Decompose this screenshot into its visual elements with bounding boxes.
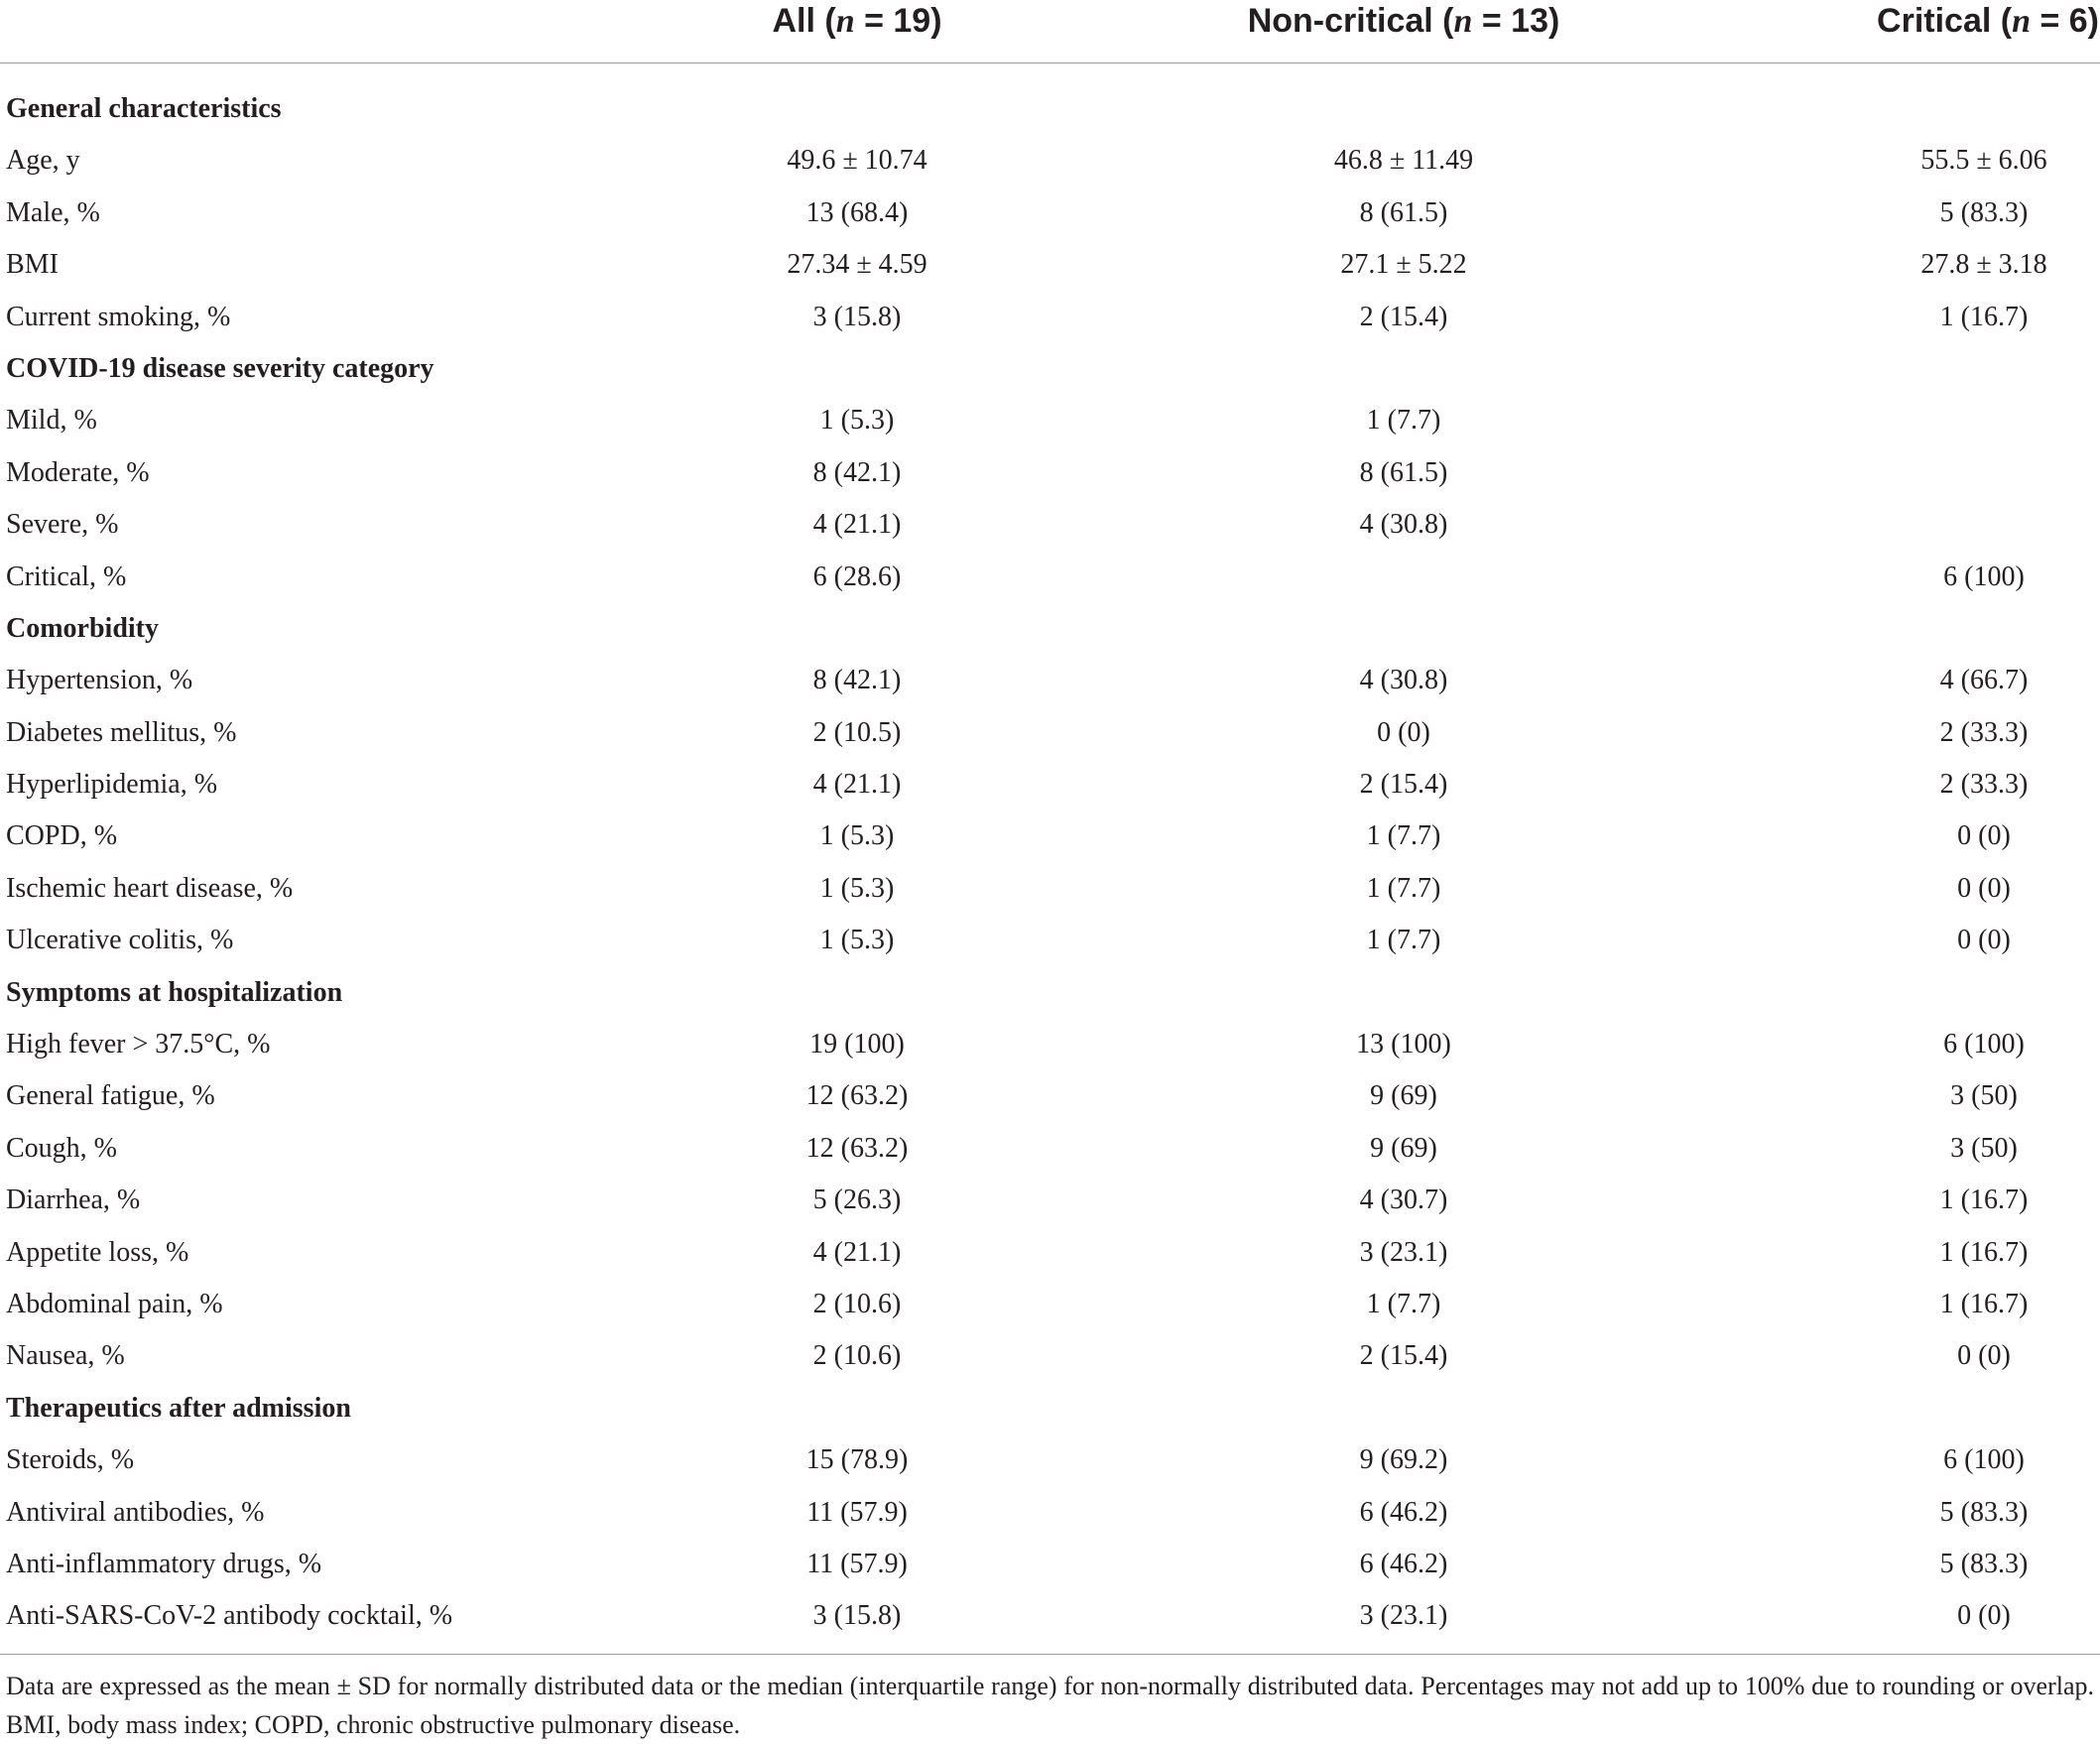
value-all: 5 (26.3) <box>812 1184 902 1216</box>
table-row <box>0 499 2100 551</box>
header-count: = 13) <box>1472 2 1560 40</box>
header-count: = 19) <box>854 2 942 40</box>
value-critical: 0 (0) <box>1957 1340 2011 1372</box>
table-row <box>0 810 2100 862</box>
table-row <box>0 135 2100 187</box>
value-critical: 1 (16.7) <box>1939 1184 2029 1216</box>
row-label: Steroids, % <box>6 1444 135 1476</box>
value-non-critical: 9 (69.2) <box>1359 1444 1448 1476</box>
value-critical: 5 (83.3) <box>1939 196 2029 228</box>
value-critical: 0 (0) <box>1957 872 2011 904</box>
value-non-critical: 1 (7.7) <box>1366 872 1441 904</box>
value-all: 11 (57.9) <box>806 1496 908 1528</box>
header-rule <box>0 62 2100 63</box>
row-label: Hypertension, % <box>6 665 193 696</box>
row-label: Appetite loss, % <box>6 1236 189 1268</box>
value-all: 15 (78.9) <box>805 1444 909 1476</box>
value-critical: 0 (0) <box>1957 925 2011 956</box>
table-row <box>0 759 2100 810</box>
value-all: 27.34 ± 4.59 <box>787 249 927 281</box>
value-all: 8 (42.1) <box>812 456 902 488</box>
row-label: Mild, % <box>6 405 97 436</box>
value-critical <box>1706 395 2100 446</box>
value-critical: 4 (66.7) <box>1939 665 2029 696</box>
row-label: General fatigue, % <box>6 1080 215 1112</box>
section-label: Therapeutics after admission <box>6 1392 351 1424</box>
value-non-critical: 2 (15.4) <box>1359 1340 1448 1372</box>
value-critical: 2 (33.3) <box>1939 716 2029 748</box>
value-non-critical: 4 (30.7) <box>1359 1184 1448 1216</box>
value-non-critical: 9 (69) <box>1370 1132 1437 1164</box>
value-all: 1 (5.3) <box>819 925 895 956</box>
row-label: COPD, % <box>6 820 118 852</box>
table-row <box>0 1487 2100 1539</box>
value-all: 6 (28.6) <box>812 561 902 592</box>
section-header-row <box>0 343 2100 395</box>
row-label: Cough, % <box>6 1132 117 1164</box>
value-non-critical: 27.1 ± 5.22 <box>1340 249 1467 281</box>
value-non-critical: 4 (30.8) <box>1359 665 1448 696</box>
column-header-all <box>579 0 1135 42</box>
value-non-critical: 3 (23.1) <box>1359 1236 1448 1268</box>
value-critical: 1 (16.7) <box>1939 301 2029 332</box>
row-label: Male, % <box>6 196 100 228</box>
table-row <box>0 1070 2100 1122</box>
section-header-row <box>0 1383 2100 1434</box>
value-all: 3 (15.8) <box>812 301 902 332</box>
row-label: Ischemic heart disease, % <box>6 872 294 904</box>
row-label: Nausea, % <box>6 1340 125 1372</box>
column-header-non-critical <box>1126 0 1681 42</box>
row-label: Ulcerative colitis, % <box>6 925 234 956</box>
table-row <box>0 187 2100 239</box>
value-critical: 27.8 ± 3.18 <box>1920 249 2047 281</box>
value-non-critical: 6 (46.2) <box>1359 1548 1448 1579</box>
table-header <box>0 0 2100 62</box>
value-critical: 0 (0) <box>1957 820 2011 852</box>
value-critical: 55.5 ± 6.06 <box>1920 145 2047 177</box>
section-header-row <box>0 967 2100 1019</box>
table-bottom-rule <box>0 1654 2100 1655</box>
table-row <box>0 1227 2100 1279</box>
value-critical <box>1706 447 2100 499</box>
value-non-critical: 13 (100) <box>1356 1029 1451 1060</box>
header-text: Non-critical ( <box>1247 2 1454 40</box>
table-row <box>0 1175 2100 1226</box>
row-label: Antiviral antibodies, % <box>6 1496 265 1528</box>
value-critical: 5 (83.3) <box>1939 1496 2029 1528</box>
value-critical: 3 (50) <box>1950 1080 2018 1112</box>
value-all: 2 (10.5) <box>812 716 902 748</box>
value-non-critical: 0 (0) <box>1377 716 1430 748</box>
section-header-row <box>0 83 2100 135</box>
table-body <box>0 83 2100 1643</box>
value-all: 12 (63.2) <box>805 1080 909 1112</box>
value-non-critical: 1 (7.7) <box>1366 1288 1441 1319</box>
value-all: 1 (5.3) <box>819 820 895 852</box>
row-label: Diarrhea, % <box>6 1184 141 1216</box>
value-non-critical: 3 (23.1) <box>1359 1600 1448 1632</box>
value-critical: 3 (50) <box>1950 1132 2018 1164</box>
table-row <box>0 863 2100 915</box>
value-all: 1 (5.3) <box>819 405 895 436</box>
value-all: 11 (57.9) <box>806 1548 908 1579</box>
value-critical: 6 (100) <box>1943 1029 2025 1060</box>
value-non-critical: 9 (69) <box>1370 1080 1437 1112</box>
table-row <box>0 707 2100 759</box>
table-row <box>0 239 2100 291</box>
section-label: Comorbidity <box>6 612 159 644</box>
value-non-critical: 2 (15.4) <box>1359 301 1448 332</box>
section-header-row <box>0 603 2100 655</box>
value-critical: 5 (83.3) <box>1939 1548 2029 1579</box>
table-row <box>0 552 2100 603</box>
value-non-critical: 1 (7.7) <box>1366 820 1441 852</box>
value-non-critical: 1 (7.7) <box>1366 925 1441 956</box>
row-label: High fever > 37.5°C, % <box>6 1029 271 1060</box>
header-text: Critical ( <box>1877 2 2013 40</box>
row-label: Current smoking, % <box>6 301 231 332</box>
table-row <box>0 1279 2100 1330</box>
value-all: 4 (21.1) <box>812 1236 902 1268</box>
value-critical: 1 (16.7) <box>1939 1288 2029 1319</box>
value-non-critical: 1 (7.7) <box>1366 405 1441 436</box>
value-non-critical: 8 (61.5) <box>1359 196 1448 228</box>
value-critical: 6 (100) <box>1943 561 2025 592</box>
value-critical <box>1706 499 2100 551</box>
value-all: 2 (10.6) <box>812 1288 902 1319</box>
value-non-critical: 6 (46.2) <box>1359 1496 1448 1528</box>
value-critical: 2 (33.3) <box>1939 769 2029 801</box>
value-all: 4 (21.1) <box>812 509 902 541</box>
column-header-critical <box>1706 0 2099 42</box>
row-label: Anti-SARS-CoV-2 antibody cocktail, % <box>6 1600 453 1632</box>
table-row <box>0 655 2100 706</box>
value-all: 19 (100) <box>809 1029 905 1060</box>
value-non-critical: 8 (61.5) <box>1359 456 1448 488</box>
table-row <box>0 1330 2100 1382</box>
row-label: Hyperlipidemia, % <box>6 769 218 801</box>
row-label: Abdominal pain, % <box>6 1288 223 1319</box>
header-n: n <box>835 3 855 40</box>
value-all: 8 (42.1) <box>812 665 902 696</box>
row-label: Moderate, % <box>6 456 150 488</box>
value-all: 2 (10.6) <box>812 1340 902 1372</box>
row-label: Critical, % <box>6 561 127 592</box>
value-critical: 6 (100) <box>1943 1444 2025 1476</box>
table-footnote: Data are expressed as the mean ± SD for normally distributed data or the median (interquartile range) for non-normally distributed data. Percentages may not add up to 100% due to rounding or overlap. BMI, body mass index; COPD, chronic obstructive pulmonary disease. <box>6 1672 2094 1739</box>
section-label: COVID-19 disease severity category <box>6 352 434 384</box>
table-row <box>0 395 2100 446</box>
value-critical: 1 (16.7) <box>1939 1236 2029 1268</box>
table-row <box>0 292 2100 343</box>
value-non-critical: 4 (30.8) <box>1359 509 1448 541</box>
header-n: n <box>1453 3 1473 40</box>
header-text: All ( <box>772 2 836 40</box>
value-all: 4 (21.1) <box>812 769 902 801</box>
section-label: General characteristics <box>6 93 282 124</box>
header-n: n <box>2012 3 2032 40</box>
value-non-critical <box>1126 552 1681 603</box>
row-label: BMI <box>6 249 59 281</box>
value-all: 3 (15.8) <box>812 1600 902 1632</box>
value-critical: 0 (0) <box>1957 1600 2011 1632</box>
table-row <box>0 1434 2100 1486</box>
row-label: Severe, % <box>6 509 119 541</box>
row-label: Anti-inflammatory drugs, % <box>6 1548 322 1579</box>
section-label: Symptoms at hospitalization <box>6 976 343 1008</box>
table-row <box>0 447 2100 499</box>
value-non-critical: 2 (15.4) <box>1359 769 1448 801</box>
table-row <box>0 1539 2100 1590</box>
table-row <box>0 915 2100 966</box>
row-label: Age, y <box>6 145 80 177</box>
value-all: 49.6 ± 10.74 <box>787 145 927 177</box>
value-non-critical: 46.8 ± 11.49 <box>1333 145 1474 177</box>
value-all: 13 (68.4) <box>805 196 909 228</box>
table-row <box>0 1019 2100 1070</box>
row-label: Diabetes mellitus, % <box>6 716 237 748</box>
table-row <box>0 1123 2100 1175</box>
header-count: = 6) <box>2031 2 2099 40</box>
value-all: 1 (5.3) <box>819 872 895 904</box>
table-row <box>0 1590 2100 1642</box>
value-all: 12 (63.2) <box>805 1132 909 1164</box>
